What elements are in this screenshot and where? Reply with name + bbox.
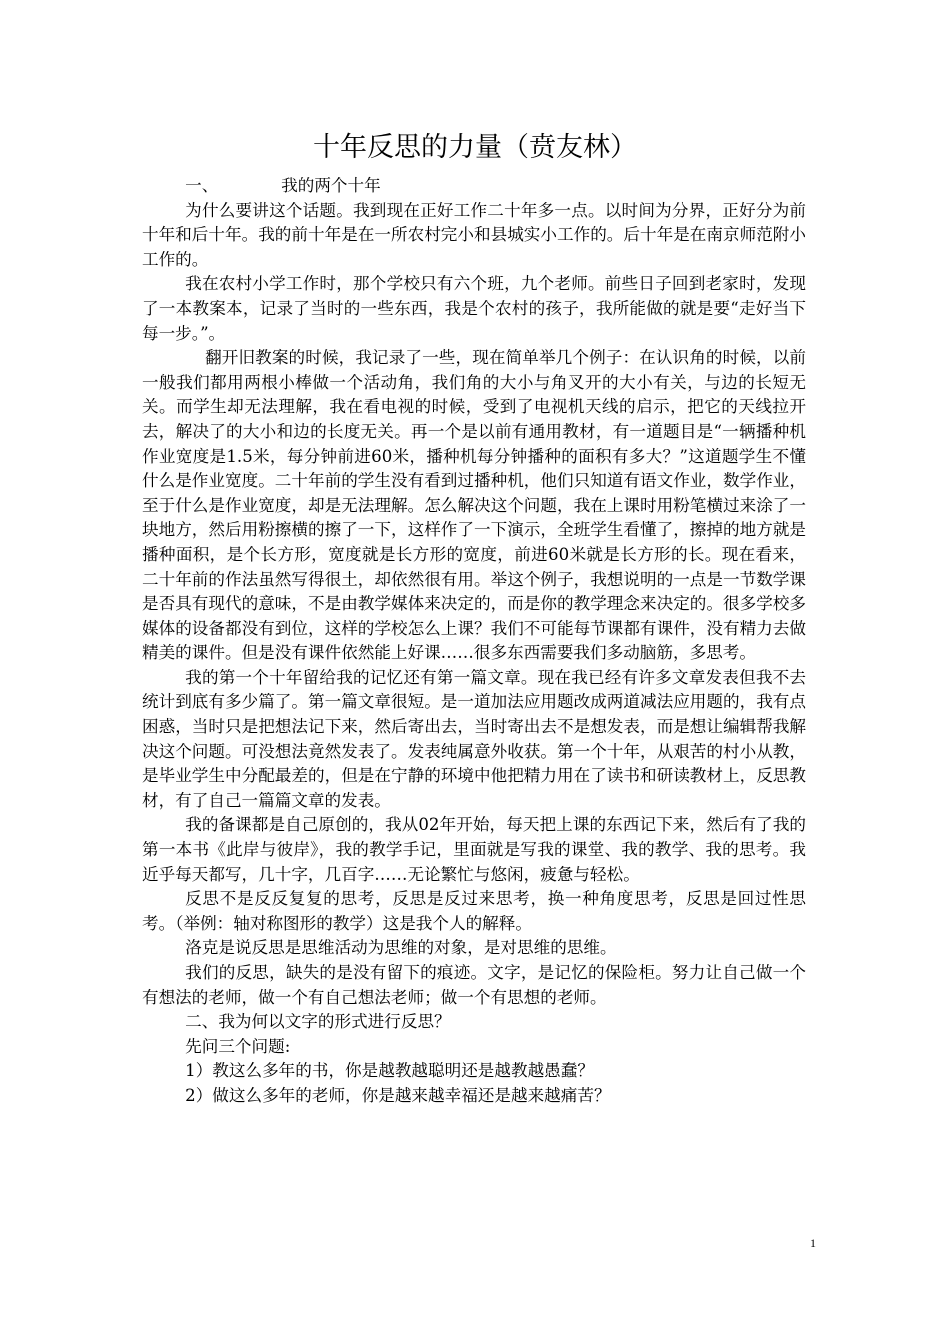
section-number: 一、 — [185, 176, 219, 195]
list-item: 1）教这么多年的书，你是越教越聪明还是越教越愚蠢？ — [185, 1061, 594, 1081]
document-title: 十年反思的力量（贲友林） — [313, 132, 637, 163]
paragraph: 我在农村小学工作时，那个学校只有六个班，九个老师。前些日子回到老家时，发现了一本教案本，记录了当时的一些东西，我是个农村的孩子，我所能做的就是要“走好当下每一步。”。 — [142, 274, 806, 343]
paragraph: 我们的反思，缺失的是没有留下的痕迹。文字，是记忆的保险柜。努力让自己做一个有想法的老师，做一个有自己想法老师；做一个有思想的老师。 — [142, 963, 806, 1007]
paragraph: 洛克是说反思是思维活动为思维的对象，是对思维的思维。 — [185, 938, 617, 958]
paragraph: 反思不是反反复复的思考，反思是反过来思考，换一种角度思考，反思是回过性思考。（举例：轴对称图形的教学）这是我个人的解释。 — [142, 889, 806, 933]
paragraph: 翻开旧教案的时候，我记录了一些，现在简单举几个例子：在认识角的时候，以前一般我们都用两根小棒做一个活动角，我们角的大小与角叉开的大小有关，与边的长短无关。而学生却无法理解，我在看电视的时候，受到了电视机天线的启示，把它的天线拉开去，解决了的大小和边的长度无关。再一个是以前有通用教材，有一道题目是“一辆播种机作业宽度是1.5米，每分钟前进60米，播种机每分钟播种的面积有多大？”这道题学生不懂什么是作业宽度。二十年前的学生没有看到过播种机，他们只知道有语文作业，数学作业，至于什么是作业宽度，却是无法理解。怎么解决这个问题，我在上课时用粉笔横过来涂了一块地方，然后用粉擦横的擦了一下，这样作了一下演示，全班学生看懂了，擦掉的地方就是播种面积，是个长方形，宽度就是长方形的宽度，前进60米就是长方形的长。现在看来，二十年前的作法虽然写得很土，却依然很有用。举这个例子，我想说明的一点是一节数学课是否具有现代的意味，不是由教学媒体来决定的，而是你的教学理念来决定的。很多学校多媒体的设备都没有到位，这样的学校怎么上课？我们不可能每节课都有课件，没有精力去做精美的课件。但是没有课件依然能上好课……很多东西需要我们多动脑筋，多思考。 — [142, 348, 806, 663]
paragraph: 我的第一个十年留给我的记忆还有第一篇文章。现在我已经有许多文章发表但我不去统计到底有多少篇了。第一篇文章很短。是一道加法应用题改成两道减法应用题的，我有点困惑，当时只是把想法记下来，然后寄出去，当时寄出去不是想发表，而是想让编辑帮我解决这个问题。可没想法竟然发表了。发表纯属意外收获。第一个十年，从艰苦的村小从教，是毕业学生中分配最差的，但是在宁静的环境中他把精力用在了读书和研读教材上，反思教材，有了自己一篇篇文章的发表。 — [142, 667, 806, 810]
page-number: 1 — [810, 1236, 816, 1250]
document-body — [142, 174, 806, 1109]
list-item: 2）做这么多年的老师，你是越来越幸福还是越来越痛苦？ — [185, 1085, 611, 1105]
section-heading-2: 二、我为何以文字的形式进行反思？ — [185, 1012, 451, 1032]
paragraph: 先问三个问题: — [185, 1036, 291, 1056]
paragraph: 我的备课都是自己原创的，我从02年开始，每天把上课的东西记下来，然后有了我的第一本书《此岸与彼岸》，我的教学手记，里面就是写我的课堂、我的教学、我的思考。我近乎每天都写，几十字，几百字……无论繁忙与悠闲，疲惫与轻松。 — [142, 815, 806, 884]
section-heading-1 — [142, 174, 806, 199]
paragraph: 为什么要讲这个话题。我到现在正好工作二十年多一点。以时间为分界，正好分为前十年和后十年。我的前十年是在一所农村完小和县城实小工作的。后十年是在南京师范附小工作的。 — [142, 200, 806, 269]
section-title: 我的两个十年 — [281, 176, 381, 195]
